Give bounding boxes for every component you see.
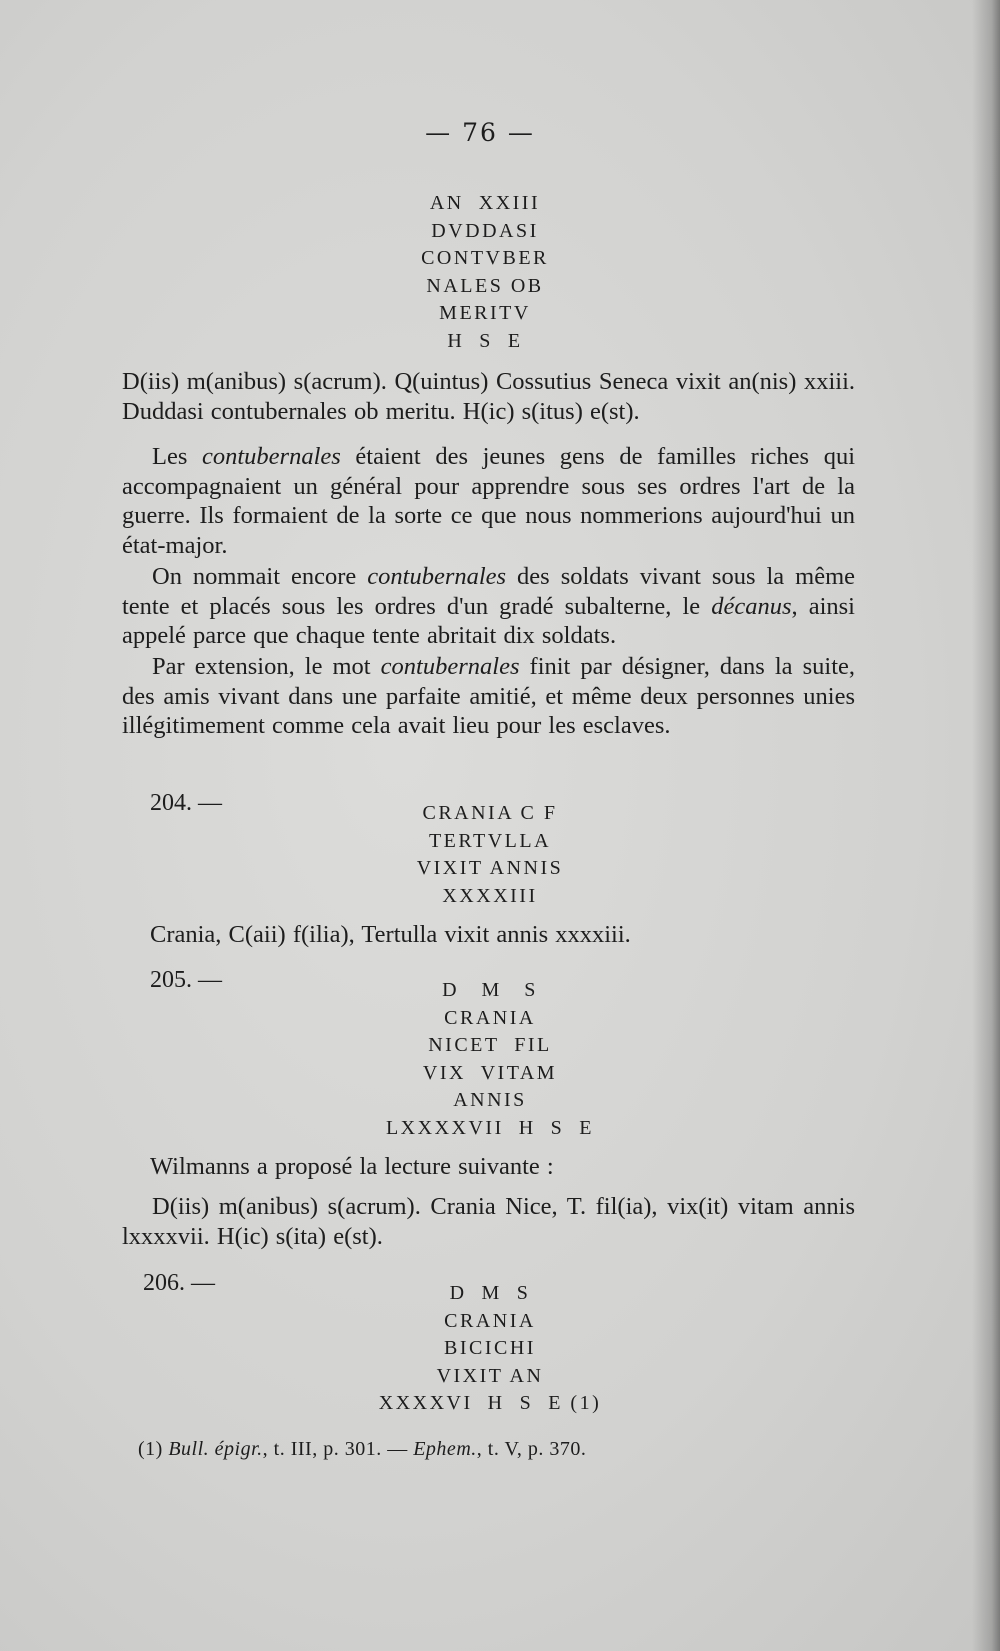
inscription-line: XXXXIII: [442, 884, 538, 907]
inscription-205: [340, 977, 640, 1142]
inscription-line: NALES OB: [426, 274, 544, 297]
transcription-204: Crania, C(aii) f(ilia), Tertulla vixit annis xxxxiii.: [150, 921, 631, 948]
inscription-203: [380, 190, 590, 355]
footnote-mid: , t. III, p. 301. —: [262, 1438, 414, 1460]
para3-em: contubernales: [380, 653, 520, 680]
para3-pre: Par extension, le mot: [152, 653, 381, 680]
inscription-206: [360, 1280, 620, 1418]
para2-em1: contubernales: [367, 563, 507, 590]
inscription-line: AN XXIII: [429, 192, 541, 214]
inscription-line: DVDDASI: [431, 219, 539, 242]
para2-em2: décanus: [711, 592, 792, 620]
entry-number-206: 206. —: [143, 1270, 215, 1296]
para2-mid: des soldats vivant sous la même tente et placés sous les ordres d'un gradé subalterne, le: [122, 563, 855, 620]
transcription-203: D(iis) m(anibus) s(acrum). Q(uintus) Cossutius Seneca vixit an(nis) xxiii. Duddasi contubernales ob meritu. H(ic) s(itus) e(st).: [122, 368, 855, 425]
footnote-em1: Bull. épigr.: [168, 1438, 263, 1460]
paragraph-contubernales-2: [122, 562, 855, 651]
footnote-post: , t. V, p. 370.: [476, 1438, 587, 1460]
page-number: — 76 —: [425, 118, 535, 147]
inscription-line: LXXXXVII H S E: [385, 1116, 595, 1139]
footnote-em2: Ephem.: [413, 1438, 477, 1460]
inscription-line: D M S: [449, 1282, 531, 1304]
note-205: Wilmanns a proposé la lecture suivante :: [150, 1153, 554, 1180]
inscription-line: CONTVBER: [421, 247, 549, 269]
inscription-line: MERITV: [439, 302, 531, 324]
inscription-line: CRANIA: [444, 1006, 536, 1029]
inscription-line: VIXIT AN: [436, 1364, 544, 1387]
inscription-line: CRANIA: [444, 1309, 536, 1332]
para3-post: finit par désigner, dans la suite, des amis vivant dans une parfaite amitié, et même deux personnes unies illégitimement comme cela avait lieu pour les esclaves.: [122, 653, 855, 739]
para2-post: , ainsi appelé parce que chaque tente abritait dix soldats.: [122, 592, 855, 649]
footnote-mark: (1): [138, 1438, 169, 1460]
inscription-204: [370, 800, 610, 910]
inscription-line: XXXXVI H S E (1): [378, 1392, 602, 1414]
para1-pre: Les: [152, 443, 202, 470]
inscription-line: BICICHI: [444, 1337, 536, 1359]
inscription-line: NICET FIL: [428, 1034, 552, 1056]
entry-number-205: 205. —: [150, 967, 222, 993]
inscription-line: VIX VITAM: [422, 1061, 558, 1084]
para1-em: contubernales: [202, 443, 341, 470]
inscription-line: D M S: [442, 979, 538, 1001]
paragraph-contubernales-1: [122, 442, 855, 560]
inscription-line: TERTVLLA: [428, 829, 552, 852]
page-edge-shadow: [972, 0, 1000, 1651]
entry-number-204: 204. —: [150, 790, 222, 816]
paragraph-contubernales-3: [122, 652, 855, 741]
para2-pre: On nommait encore: [152, 563, 368, 590]
para1-post: étaient des jeunes gens de familles riches qui accompagnaient un général pour apprendre sous ses ordres l'art de la guerre. Ils formaient de la sorte ce que nous nommerions aujourd'hui un état-major.: [122, 443, 856, 559]
inscription-line: H S E: [447, 329, 523, 352]
inscription-line: VIXIT ANNIS: [416, 857, 564, 879]
transcription-205: D(iis) m(anibus) s(acrum). Crania Nice, T. fil(ia), vix(it) vitam annis lxxxxvii. H(ic) s(ita) e(st).: [122, 1193, 855, 1250]
footnote: [138, 1438, 586, 1461]
inscription-line: ANNIS: [453, 1089, 527, 1111]
inscription-line: CRANIA C F: [422, 802, 558, 824]
